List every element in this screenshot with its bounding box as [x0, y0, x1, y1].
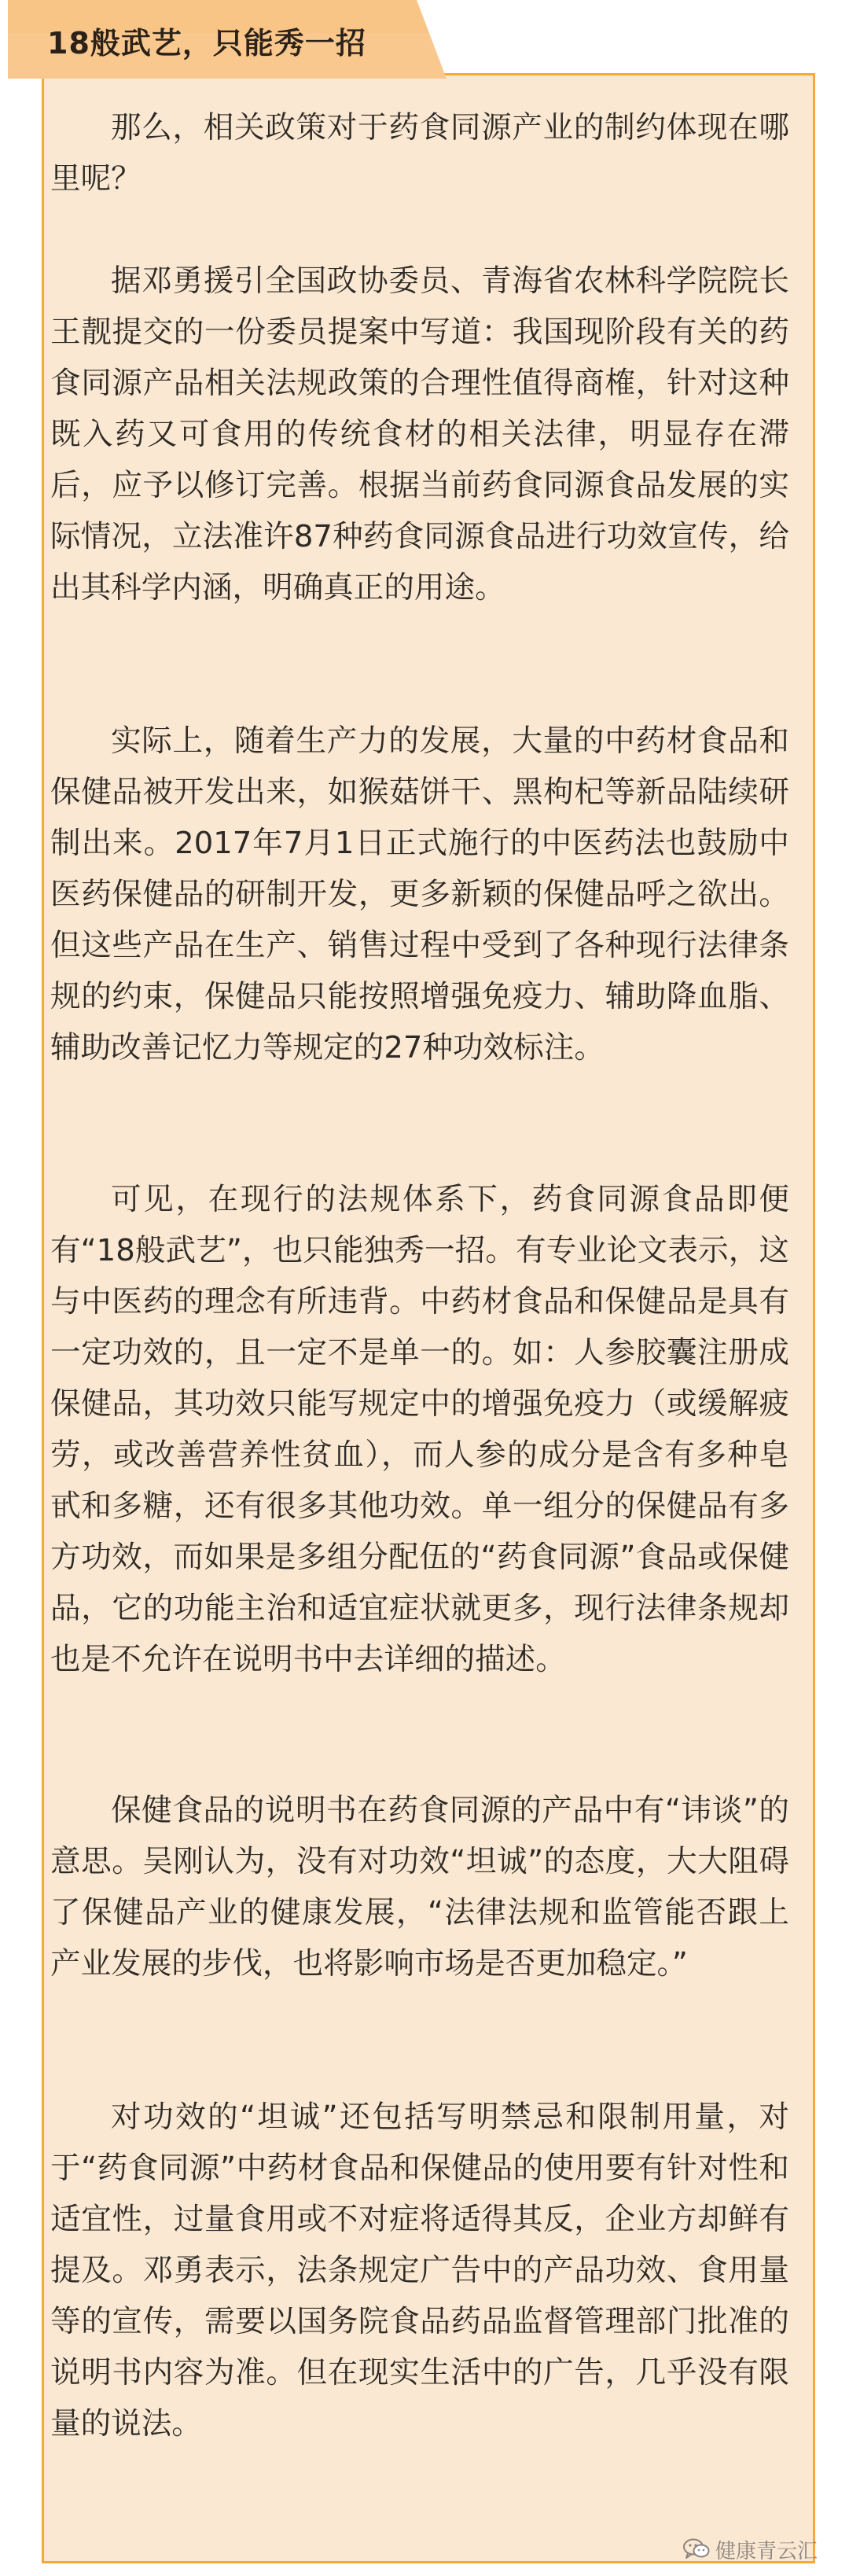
paragraph-development: 实际上，随着生产力的发展，大量的中药材食品和保健品被开发出来，如猴菇饼干、黑枸杞等新品陆续研制出来。2017年7月1日正式施行的中医药法也鼓励中医药保健品的研制开发，更多新颖的保健品呼之欲出。但这些产品在生产、销售过程中受到了各种现行法律条规的约束，保健品只能按照增强免疫力、辅助降血脂、辅助改善记忆力等规定的27种功效标注。: [50, 723, 789, 1065]
paragraph-candor: 对功效的“坦诚”还包括写明禁忌和限制用量，对于“药食同源”中药材食品和保健品的使用要有针对性和适宜性，过量食用或不对症将适得其反，企业方却鲜有提及。邓勇表示，法条规定广告中的产品功效、食用量等的宣传，需要以国务院食品药品监督管理部门批准的说明书内容为准。但在现实生活中的广告，几乎没有限量的说法。: [50, 2099, 789, 2442]
section-title: 18般武艺，只能秀一招: [47, 26, 366, 61]
paragraph-instructions: 保健食品的说明书在药食同源的产品中有“讳谈”的意思。吴刚认为，没有对功效“坦诚”的态度，大大阻碍了保健品产业的健康发展，“法律法规和监管能否跟上产业发展的步伐，也将影响市场是否更加稳定。”: [50, 1793, 789, 1982]
paragraph-intro-question: 那么，相关政策对于药食同源产业的制约体现在哪里呢？: [50, 110, 789, 197]
section-header-tab: [8, 0, 448, 79]
wechat-chat-icon: [682, 2537, 711, 2561]
source-watermark: [682, 2534, 818, 2565]
paragraph-proposal: 据邓勇援引全国政协委员、青海省农林科学院院长王靓提交的一份委员提案中写道：我国现阶段有关的药食同源产品相关法规政策的合理性值得商榷，针对这种既入药又可食用的传统食材的相关法律，明显存在滞后，应予以修订完善。根据当前药食同源食品发展的实际情况，立法准许87种药食同源食品进行功效宣传，给出其科学内涵，明确真正的用途。: [50, 263, 789, 605]
paragraph-regulation: 可见，在现行的法规体系下，药食同源食品即便有“18般武艺”，也只能独秀一招。有专业论文表示，这与中医药的理念有所违背。中药材食品和保健品是具有一定功效的，且一定不是单一的。如：人参胶囊注册成保健品，其功效只能写规定中的增强免疫力（或缓解疲劳，或改善营养性贫血），而人参的成分是含有多种皂甙和多糖，还有很多其他功效。单一组分的保健品有多方功效，而如果是多组分配伍的“药食同源”食品或保健品，它的功能主治和适宜症状就更多，现行法律条规却也是不允许在说明书中去详细的描述。: [50, 1182, 789, 1677]
watermark-text: 健康青云汇: [715, 2539, 818, 2563]
